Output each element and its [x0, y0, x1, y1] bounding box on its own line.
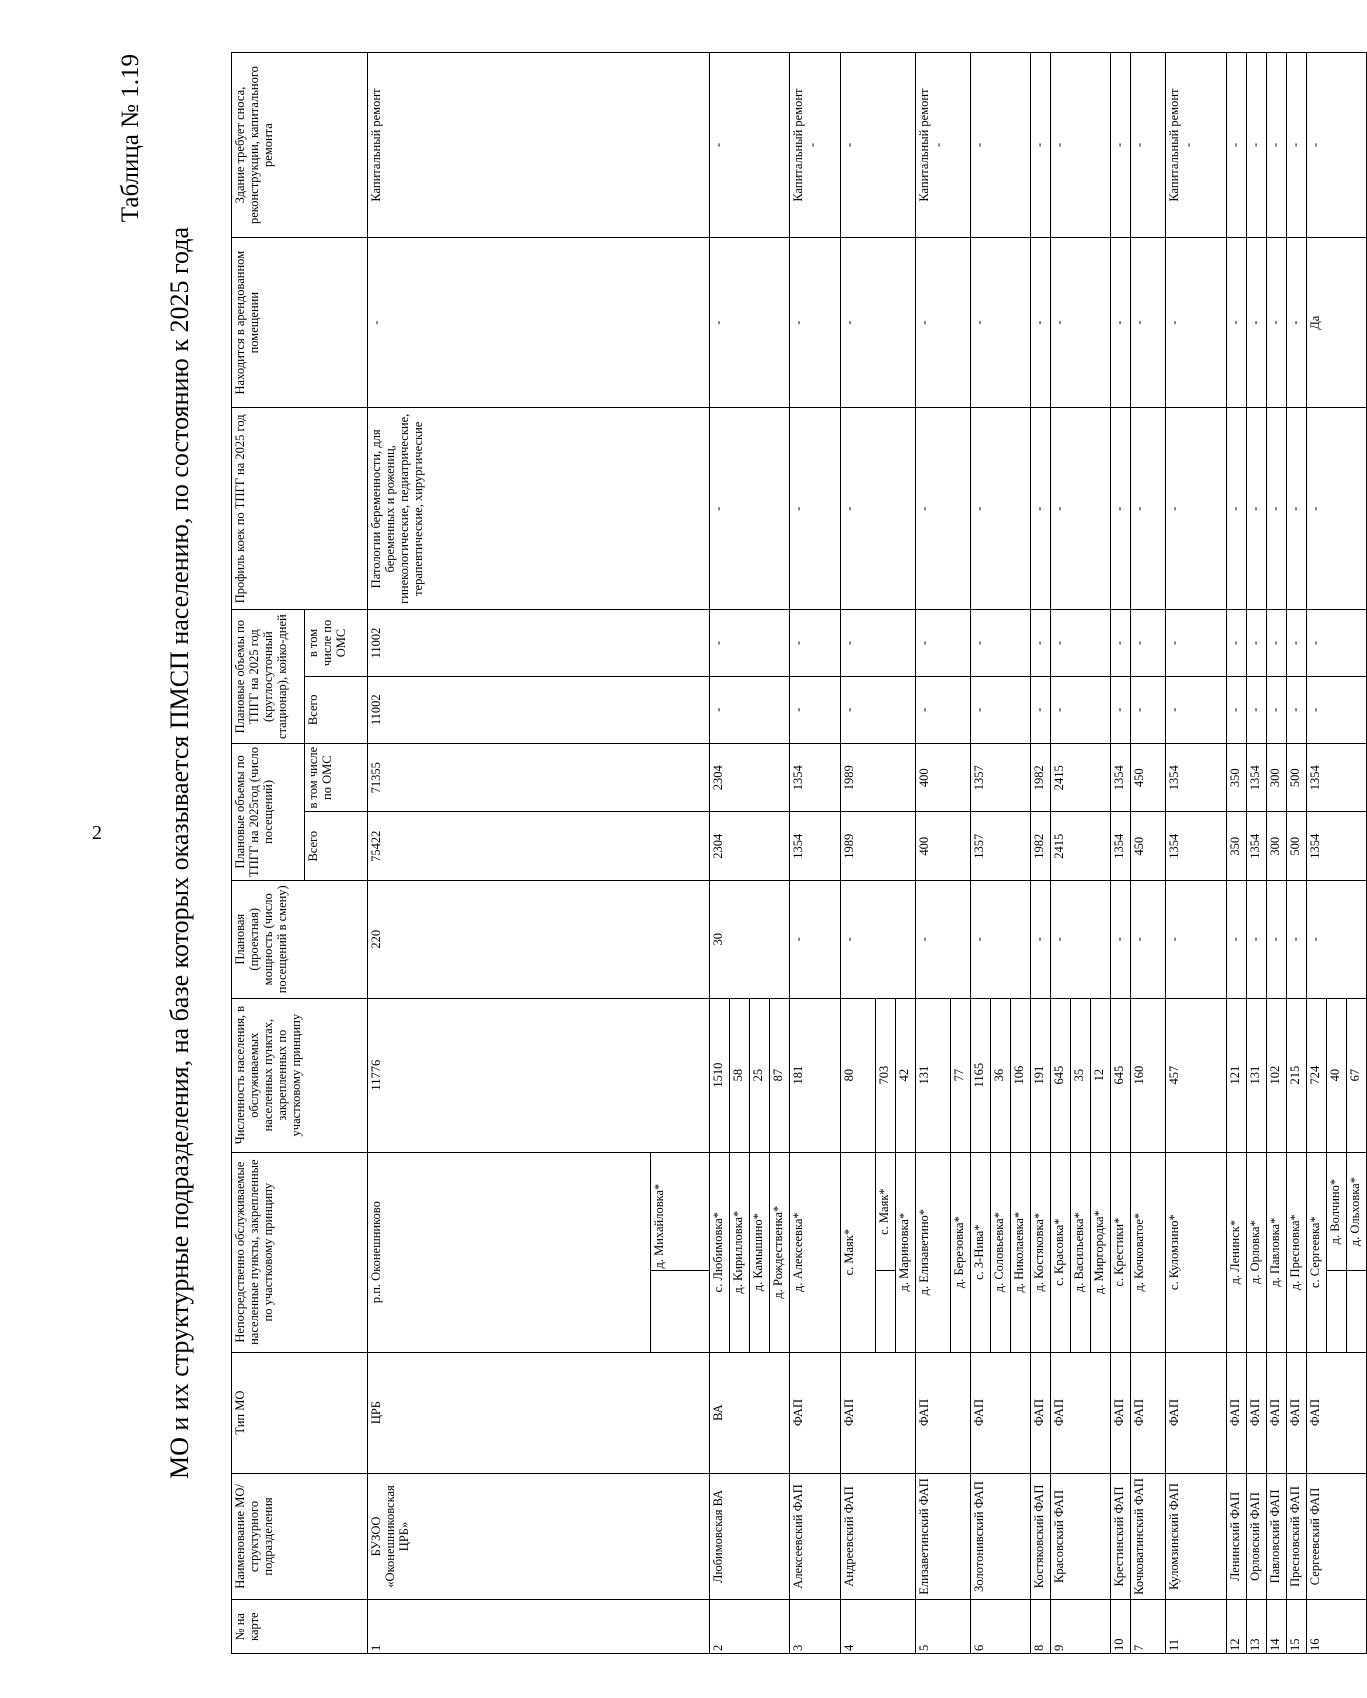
cell-beds-total: -: [1031, 676, 1051, 743]
cell-settlement: с. З-Нива*: [971, 1152, 991, 1352]
cell-settlement: д. Орловка*: [1247, 1152, 1267, 1352]
cell-profile: -: [1051, 408, 1111, 610]
table-row: [916, 53, 951, 1654]
cell-repair: [1166, 53, 1227, 238]
cell-name: Андреевский ФАП: [841, 1473, 916, 1600]
cell-population: 35: [1071, 998, 1091, 1152]
table-row: [1227, 53, 1247, 1654]
cell-profile: -: [790, 408, 841, 610]
cell-visits-total: 1354: [1247, 812, 1267, 881]
cell-repair: -: [1287, 53, 1307, 238]
cell-type: ФАП: [916, 1352, 971, 1473]
cell-settlement: д. Камышино*: [750, 1152, 770, 1352]
cell-population: 67: [1347, 998, 1367, 1152]
cell-beds-total: -: [916, 676, 971, 743]
cell-type: ФАП: [790, 1352, 841, 1473]
cell-population: 106: [1011, 998, 1031, 1152]
cell-rented: -: [971, 238, 1031, 408]
cell-map-no: 8: [1031, 1600, 1051, 1654]
cell-repair: -: [710, 53, 790, 238]
cell-capacity: -: [1307, 880, 1367, 998]
header-settlements: Непосредственно обслуживаемые населенные пункты, закрепленные по участковому принципу: [232, 1152, 368, 1352]
cell-settlement: д. Березовка*: [951, 1152, 971, 1352]
table-row: [1131, 53, 1166, 1654]
cell-visits-oms: 350: [1227, 743, 1247, 812]
cell-beds-oms: -: [1051, 610, 1111, 676]
cell-repair: -: [1307, 53, 1367, 238]
cell-rented: -: [1051, 238, 1111, 408]
cell-population: 215: [1287, 998, 1307, 1152]
cell-map-no: 4: [841, 1600, 916, 1654]
cell-settlement: с. Красовка*: [1051, 1152, 1071, 1352]
cell-profile: -: [841, 408, 916, 610]
cell-population: 25: [750, 998, 770, 1152]
cell-visits-oms: 1354: [790, 743, 841, 812]
cell-visits-oms: 400: [916, 743, 971, 812]
repair-note: Капитальный ремонт: [1167, 88, 1181, 202]
cell-map-no: 10: [1111, 1600, 1131, 1654]
cell-rented: -: [1131, 238, 1166, 408]
cell-capacity: 30: [710, 880, 790, 998]
cell-map-no: 3: [790, 1600, 841, 1654]
table-row: [1166, 53, 1227, 1654]
cell-visits-oms: 450: [1131, 743, 1166, 812]
cell-visits-total: 1357: [971, 812, 1031, 881]
cell-population: 87: [770, 998, 790, 1152]
cell-population: 191: [1031, 998, 1051, 1152]
cell-settlement: р.п. Оконешниково: [368, 1152, 651, 1352]
repair-dash: -: [931, 142, 945, 148]
cell-visits-oms: 1354: [1307, 743, 1367, 812]
cell-name: Кочковатинский ФАП: [1131, 1473, 1166, 1600]
cell-profile: -: [916, 408, 971, 610]
cell-repair: -: [1267, 53, 1287, 238]
table-row: [790, 53, 841, 1654]
cell-type: ФАП: [1166, 1352, 1227, 1473]
cell-profile: -: [1267, 408, 1287, 610]
cell-beds-oms: -: [916, 610, 971, 676]
header-beds-oms: в том числе по ОМС: [305, 610, 368, 676]
cell-profile: Патологии беременности, для беременных и рожениц, гинекологические, педиатрические, терапевтические, хирургические: [368, 408, 710, 610]
table-row: [971, 53, 991, 1654]
cell-name: БУЗОО «Оконешниковская ЦРБ»: [368, 1473, 710, 1600]
cell-capacity: -: [1267, 880, 1287, 998]
cell-repair: -: [1031, 53, 1051, 238]
table-row: [1307, 53, 1327, 1654]
cell-beds-oms: -: [1307, 610, 1367, 676]
header-visits-total: Всего: [305, 812, 368, 881]
cell-settlement: с. Куломзино*: [1166, 1152, 1227, 1352]
header-profile: Профиль коек по ТПГГ на 2025 год: [232, 408, 368, 610]
cell-repair: [916, 53, 971, 238]
cell-beds-oms: -: [790, 610, 841, 676]
cell-beds-oms: -: [841, 610, 916, 676]
cell-repair: -: [841, 53, 916, 238]
cell-name: Любимовская ВА: [710, 1473, 790, 1600]
cell-map-no: 6: [971, 1600, 1031, 1654]
cell-map-no: 2: [710, 1600, 790, 1654]
cell-profile: -: [1287, 408, 1307, 610]
cell-population: 36: [991, 998, 1011, 1152]
cell-map-no: 7: [1131, 1600, 1166, 1654]
cell-type: ФАП: [1307, 1352, 1367, 1473]
cell-map-no: 15: [1287, 1600, 1307, 1654]
cell-type: ФАП: [1131, 1352, 1166, 1473]
cell-settlement: с. Любимовка*: [710, 1152, 730, 1352]
cell-beds-total: -: [1111, 676, 1131, 743]
header-beds-total: Всего: [305, 676, 368, 743]
cell-visits-total: 2415: [1051, 812, 1111, 881]
cell-visits-total: 350: [1227, 812, 1247, 881]
cell-visits-oms: 2415: [1051, 743, 1111, 812]
cell-population: 102: [1267, 998, 1287, 1152]
cell-visits-total: 300: [1267, 812, 1287, 881]
header-type: Тип МО: [232, 1352, 368, 1473]
cell-profile: -: [1111, 408, 1131, 610]
cell-settlement: д. Соловьевка*: [991, 1152, 1011, 1352]
cell-map-no: 1: [368, 1600, 710, 1654]
cell-visits-total: 400: [916, 812, 971, 881]
header-visits-oms: в том числе по ОМС: [305, 743, 368, 812]
cell-name: Куломзинский ФАП: [1166, 1473, 1227, 1600]
cell-settlement: д. Ольховка*: [1347, 1152, 1367, 1271]
cell-repair: -: [1227, 53, 1247, 238]
cell-beds-total: -: [1227, 676, 1247, 743]
cell-visits-oms: 1354: [1111, 743, 1131, 812]
header-population: Численность населения, в обслуживаемых населенных пунктах, закрепленных по участковому принципу: [232, 998, 368, 1152]
table-row: [1111, 53, 1131, 1654]
repair-dash: -: [805, 142, 819, 148]
cell-visits-total: 1989: [841, 812, 916, 881]
cell-beds-total: -: [710, 676, 790, 743]
cell-capacity: -: [1051, 880, 1111, 998]
cell-name: Алексеевский ФАП: [790, 1473, 841, 1600]
repair-dash: -: [1181, 142, 1195, 148]
table-number: Таблица № 1.19: [117, 54, 144, 223]
cell-visits-total: 500: [1287, 812, 1307, 881]
cell-rented: -: [1031, 238, 1051, 408]
cell-settlement: д. Мариновка*: [896, 1152, 916, 1352]
cell-name: Крестинский ФАП: [1111, 1473, 1131, 1600]
cell-beds-oms: -: [1287, 610, 1307, 676]
cell-beds-oms: -: [710, 610, 790, 676]
cell-type: ФАП: [1031, 1352, 1051, 1473]
cell-beds-total: -: [1267, 676, 1287, 743]
cell-visits-oms: 1982: [1031, 743, 1051, 812]
cell-rented: -: [1166, 238, 1227, 408]
cell-visits-oms: 71355: [368, 743, 710, 812]
cell-visits-total: 1354: [1307, 812, 1367, 881]
cell-capacity: -: [841, 880, 916, 998]
cell-settlement: д. Алексеевка*: [790, 1152, 841, 1352]
table-row: [1031, 53, 1051, 1654]
cell-settlement: д. Рождественка*: [770, 1152, 790, 1352]
cell-visits-oms: 2304: [710, 743, 790, 812]
cell-beds-oms: -: [1031, 610, 1051, 676]
cell-population: 42: [896, 998, 916, 1152]
rotated-table-area: [27, 52, 1362, 1654]
cell-beds-total: -: [1131, 676, 1166, 743]
cell-type: ФАП: [1287, 1352, 1307, 1473]
cell-rented: Да: [1307, 238, 1367, 408]
cell-population: 457: [1166, 998, 1227, 1152]
cell-capacity: -: [1247, 880, 1267, 998]
cell-type: ФАП: [1267, 1352, 1287, 1473]
cell-visits-total: 2304: [710, 812, 790, 881]
cell-settlement: д. Васильевка*: [1071, 1152, 1091, 1352]
cell-rented: -: [841, 238, 916, 408]
cell-visits-oms: 1989: [841, 743, 916, 812]
cell-beds-total: -: [1307, 676, 1367, 743]
cell-type: ВА: [710, 1352, 790, 1473]
header-rented: Находится в арендованном помещении: [232, 238, 368, 408]
cell-capacity: -: [1111, 880, 1131, 998]
cell-rented: -: [1111, 238, 1131, 408]
cell-population: 121: [1227, 998, 1247, 1152]
cell-visits-oms: 300: [1267, 743, 1287, 812]
cell-capacity: -: [1131, 880, 1166, 998]
cell-profile: -: [710, 408, 790, 610]
cell-visits-total: 1354: [1111, 812, 1131, 881]
header-repair: Здание требует сноса, реконструкции, капитального ремонта: [232, 53, 368, 238]
cell-settlement: д. Костяковка*: [1031, 1152, 1051, 1352]
table-row: [1247, 53, 1267, 1654]
cell-profile: -: [1227, 408, 1247, 610]
cell-settlement: д. Кирилловка*: [730, 1152, 750, 1352]
header-map-no: № на карте: [232, 1600, 368, 1654]
cell-repair: -: [1051, 53, 1111, 238]
cell-settlement: с. Маяк*: [841, 1152, 876, 1352]
page-number: 2: [92, 822, 102, 844]
table-row: [1287, 53, 1307, 1654]
cell-rented: -: [1267, 238, 1287, 408]
cell-name: Золотонивский ФАП: [971, 1473, 1031, 1600]
header-beds: Плановые объемы по ТПГГ на 2025 год (круглосуточный стационар), койко-дней: [232, 610, 305, 744]
repair-note: Капитальный ремонт: [791, 88, 805, 202]
cell-population: 1510: [710, 998, 730, 1152]
cell-beds-oms: -: [1227, 610, 1247, 676]
cell-capacity: -: [790, 880, 841, 998]
cell-name: Пресновский ФАП: [1287, 1473, 1307, 1600]
cell-capacity: -: [1287, 880, 1307, 998]
cell-beds-total: 11002: [368, 676, 710, 743]
cell-population: 58: [730, 998, 750, 1152]
cell-visits-total: 1354: [790, 812, 841, 881]
cell-settlement: д. Павловка*: [1267, 1152, 1287, 1352]
cell-settlement: д. Волчино*: [1327, 1152, 1347, 1271]
cell-rented: -: [916, 238, 971, 408]
cell-name: Костяковский ФАП: [1031, 1473, 1051, 1600]
cell-profile: -: [971, 408, 1031, 610]
cell-population: 181: [790, 998, 841, 1152]
cell-map-no: 14: [1267, 1600, 1287, 1654]
cell-profile: -: [1031, 408, 1051, 610]
cell-name: Елизаветинский ФАП: [916, 1473, 971, 1600]
cell-rented: -: [1287, 238, 1307, 408]
cell-settlement: с. Крестики*: [1111, 1152, 1131, 1352]
cell-settlement: д. Елизаветино*: [916, 1152, 951, 1352]
table-row: [1267, 53, 1287, 1654]
cell-capacity: -: [1227, 880, 1247, 998]
cell-profile: -: [1307, 408, 1367, 610]
cell-population: 11776: [368, 998, 710, 1152]
cell-visits-total: 75422: [368, 812, 710, 881]
cell-population: 80: [841, 998, 876, 1152]
cell-beds-total: -: [1166, 676, 1227, 743]
cell-population: 77: [951, 998, 971, 1152]
cell-type: ФАП: [971, 1352, 1031, 1473]
cell-profile: -: [1247, 408, 1267, 610]
cell-settlement: д. Михайловка*: [651, 1152, 710, 1271]
header-name: Наименование МО/ структурного подразделения: [232, 1473, 368, 1600]
cell-visits-total: 1354: [1166, 812, 1227, 881]
cell-beds-oms: -: [1267, 610, 1287, 676]
header-visits: Плановые объемы по ТПГГ на 2025год (число посещений): [232, 743, 305, 880]
cell-capacity: -: [1166, 880, 1227, 998]
cell-rented: -: [368, 238, 710, 408]
repair-note: Капитальный ремонт: [917, 88, 931, 202]
cell-population: 131: [916, 998, 951, 1152]
cell-visits-oms: 1354: [1166, 743, 1227, 812]
cell-capacity: -: [971, 880, 1031, 998]
cell-beds-total: -: [971, 676, 1031, 743]
cell-population: 131: [1247, 998, 1267, 1152]
cell-map-no: 12: [1227, 1600, 1247, 1654]
cell-beds-oms: -: [971, 610, 1031, 676]
cell-repair: -: [1247, 53, 1267, 238]
cell-type: ФАП: [1227, 1352, 1247, 1473]
cell-visits-total: 1982: [1031, 812, 1051, 881]
cell-population: 703: [876, 998, 896, 1152]
cell-name: Ленинский ФАП: [1227, 1473, 1247, 1600]
cell-rented: -: [1247, 238, 1267, 408]
cell-capacity: -: [916, 880, 971, 998]
cell-visits-total: 450: [1131, 812, 1166, 881]
table-row: [368, 53, 651, 1654]
cell-profile: -: [1166, 408, 1227, 610]
cell-population: 40: [1327, 998, 1347, 1152]
cell-capacity: 220: [368, 880, 710, 998]
cell-map-no: 11: [1166, 1600, 1227, 1654]
cell-beds-oms: -: [1166, 610, 1227, 676]
cell-population: 160: [1131, 998, 1166, 1152]
cell-profile: -: [1131, 408, 1166, 610]
cell-map-no: 9: [1051, 1600, 1111, 1654]
cell-name: Орловский ФАП: [1247, 1473, 1267, 1600]
cell-settlement: д. Миргородка*: [1091, 1152, 1111, 1352]
cell-population: 1165: [971, 998, 991, 1152]
cell-rented: -: [710, 238, 790, 408]
cell-type: ФАП: [841, 1352, 916, 1473]
table-row: [1051, 53, 1071, 1654]
cell-population: 645: [1111, 998, 1131, 1152]
cell-population: 645: [1051, 998, 1071, 1152]
cell-type: ФАП: [1247, 1352, 1267, 1473]
table-row: [710, 53, 730, 1654]
cell-name: Павловский ФАП: [1267, 1473, 1287, 1600]
table-title: МО и их структурные подразделения, на базе которых оказывается ПМСП населению, по состоянию к 2025 года: [165, 227, 194, 1480]
table-row: [841, 53, 876, 1654]
cell-capacity: -: [1031, 880, 1051, 998]
cell-rented: -: [790, 238, 841, 408]
cell-settlement: с. Сергеевка*: [1307, 1152, 1327, 1352]
cell-beds-total: -: [841, 676, 916, 743]
header-row: [232, 53, 305, 1654]
cell-beds-oms: -: [1131, 610, 1166, 676]
cell-settlement: д. Ленинск*: [1227, 1152, 1247, 1352]
cell-visits-oms: 1357: [971, 743, 1031, 812]
cell-population: 724: [1307, 998, 1327, 1152]
cell-repair: -: [1131, 53, 1166, 238]
cell-map-no: 5: [916, 1600, 971, 1654]
cell-settlement: д. Пресновка*: [1287, 1152, 1307, 1352]
cell-name: Сергеевский ФАП: [1307, 1473, 1367, 1600]
cell-repair: -: [971, 53, 1031, 238]
cell-beds-total: -: [790, 676, 841, 743]
cell-repair: Капитальный ремонт: [368, 53, 710, 238]
cell-beds-total: -: [1287, 676, 1307, 743]
cell-settlement: с. Маяк*: [876, 1152, 896, 1271]
cell-type: ФАП: [1111, 1352, 1131, 1473]
cell-settlement: д. Кочковатое*: [1131, 1152, 1166, 1352]
cell-type: ФАП: [1051, 1352, 1111, 1473]
facilities-table: [231, 52, 1367, 1654]
cell-repair: -: [1111, 53, 1131, 238]
cell-beds-oms: 11002: [368, 610, 710, 676]
cell-beds-total: -: [1247, 676, 1267, 743]
cell-repair: [790, 53, 841, 238]
cell-settlement: д. Николаевка*: [1011, 1152, 1031, 1352]
cell-beds-oms: -: [1111, 610, 1131, 676]
cell-beds-total: -: [1051, 676, 1111, 743]
cell-type: ЦРБ: [368, 1352, 710, 1473]
header-capacity: Плановая (проектная) мощность (число посещений в смену): [232, 880, 368, 998]
cell-map-no: 13: [1247, 1600, 1267, 1654]
cell-rented: -: [1227, 238, 1247, 408]
cell-name: Красовский ФАП: [1051, 1473, 1111, 1600]
cell-visits-oms: 1354: [1247, 743, 1267, 812]
cell-visits-oms: 500: [1287, 743, 1307, 812]
cell-beds-oms: -: [1247, 610, 1267, 676]
cell-population: 12: [1091, 998, 1111, 1152]
cell-map-no: 16: [1307, 1600, 1367, 1654]
